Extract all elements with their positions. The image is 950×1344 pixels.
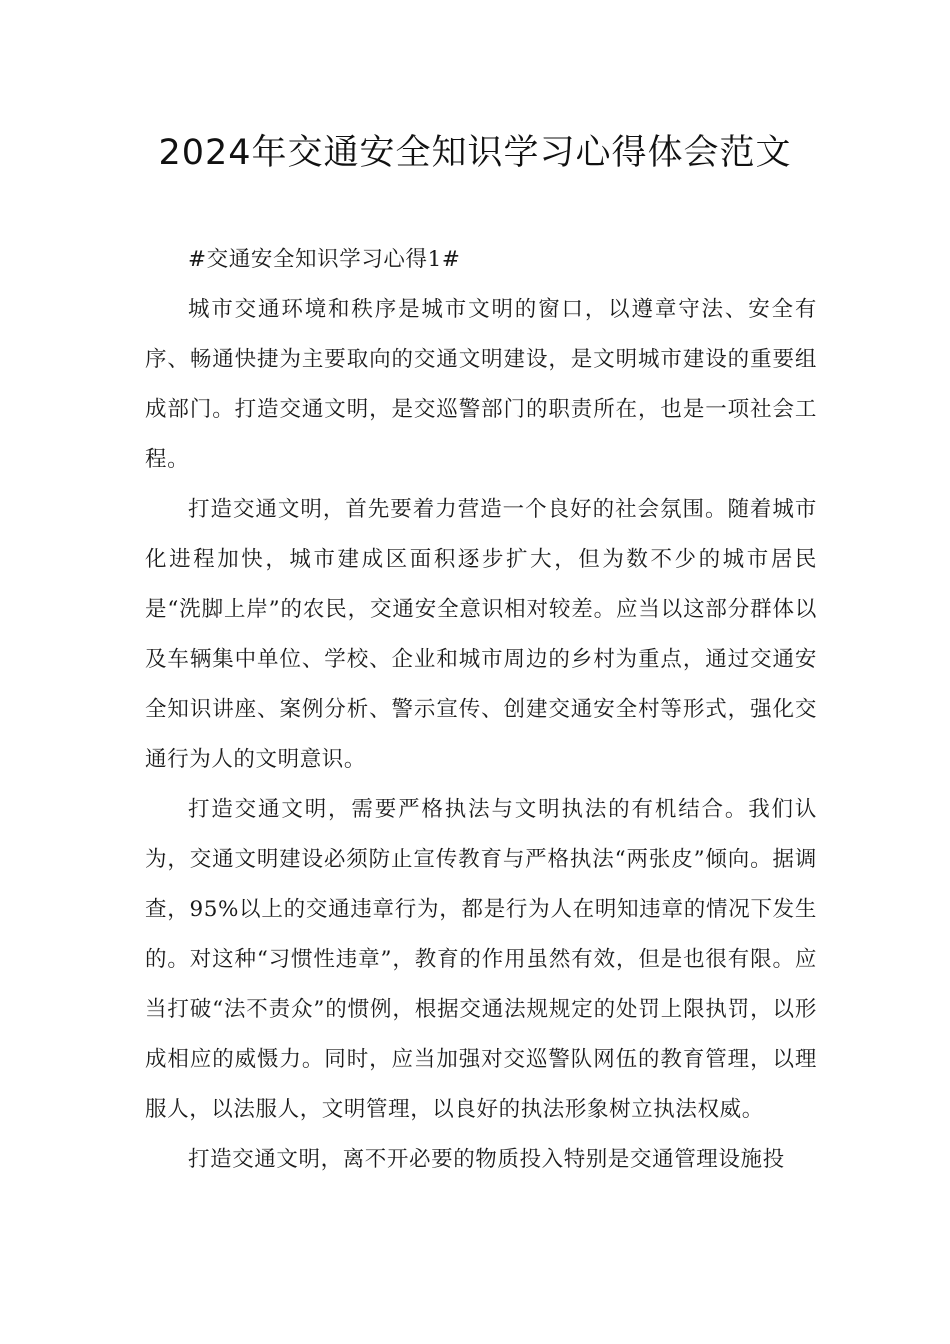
paragraph-3: 打造交通文明，需要严格执法与文明执法的有机结合。我们认为，交通文明建设必须防止宣传教育与严格执法“两张皮”倾向。据调查，95%以上的交通违章行为，都是行为人在明知违章的情况下发生的。对这种“习惯性违章”，教育的作用虽然有效，但是也很有限。应当打破“法不责众”的惯例，根据交通法规规定的处罚上限执罚，以形成相应的威慑力。同时，应当加强对交巡警队网伍的教育管理，以理服人，以法服人，文明管理，以良好的执法形象树立执法权威。 (145, 797, 817, 1122)
paragraph-2: 打造交通文明，首先要着力营造一个良好的社会氛围。随着城市化进程加快，城市建成区面积逐步扩大，但为数不少的城市居民是“洗脚上岸”的农民，交通安全意识相对较差。应当以这部分群体以及车辆集中单位、学校、企业和城市周边的乡村为重点，通过交通安全知识讲座、案例分析、警示宣传、创建交通安全村等形式，强化交通行为人的文明意识。 (145, 497, 817, 772)
paragraph-4: 打造交通文明，离不开必要的物质投入特别是交通管理设施投 (188, 1147, 785, 1172)
section-heading: #交通安全知识学习心得1# (188, 247, 461, 272)
paragraph-1: 城市交通环境和秩序是城市文明的窗口，以遵章守法、安全有序、畅通快捷为主要取向的交通文明建设，是文明城市建设的重要组成部门。打造交通文明，是交巡警部门的职责所在，也是一项社会工程。 (145, 297, 817, 472)
document-body (145, 235, 817, 1185)
document-title: 2024年交通安全知识学习心得体会范文 (158, 133, 792, 173)
